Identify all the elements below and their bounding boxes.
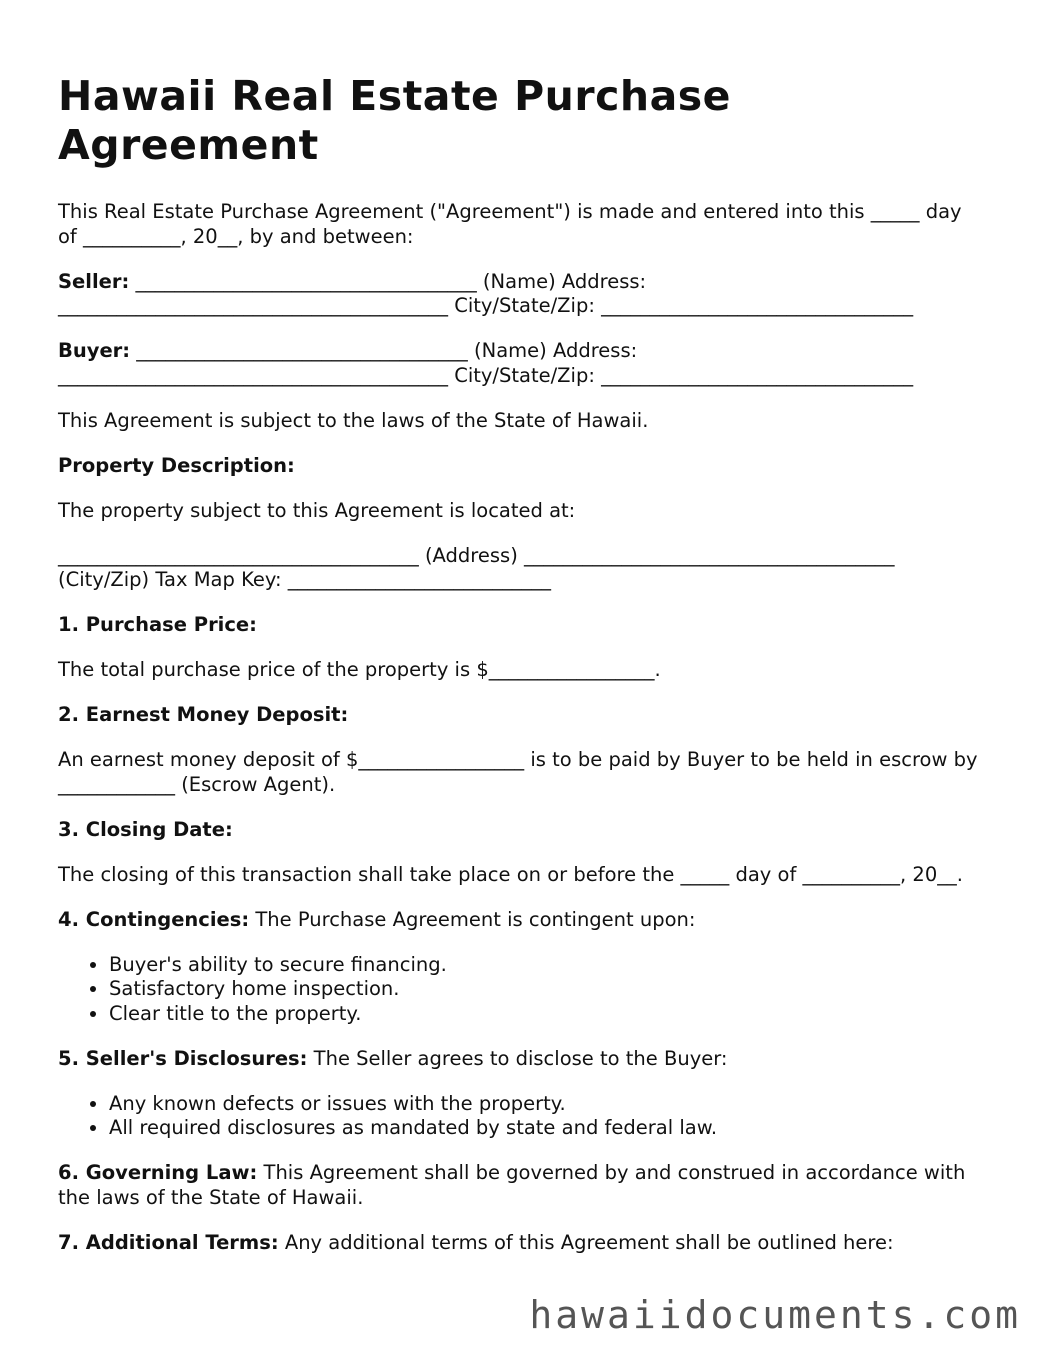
seller-block bbox=[58, 270, 978, 319]
list-item: • Clear title to the property. bbox=[109, 1002, 978, 1027]
list-item: • Satisfactory home inspection. bbox=[109, 977, 978, 1002]
buyer-block bbox=[58, 339, 978, 388]
additional-terms-heading: 7. Additional Terms: bbox=[58, 1230, 279, 1254]
additional-terms-block bbox=[58, 1231, 978, 1256]
earnest-money-heading: 2. Earnest Money Deposit: bbox=[58, 703, 349, 726]
list-item: • Buyer's ability to secure financing. bbox=[109, 953, 978, 978]
closing-date-text: The closing of this transaction shall take place on or before the _____ day of __________, 20__. bbox=[58, 862, 963, 886]
property-intro: The property subject to this Agreement is located at: bbox=[58, 498, 576, 522]
contingencies-heading: 4. Contingencies: bbox=[58, 907, 250, 931]
property-heading: Property Description: bbox=[58, 453, 295, 477]
seller-fields: ___________________________________ (Name) Address: ________________________________________ City/State/Zip: ________________________________ bbox=[58, 269, 914, 317]
laws-statement: This Agreement is subject to the laws of the State of Hawaii. bbox=[58, 408, 649, 432]
seller-label: Seller: bbox=[58, 269, 130, 293]
disclosures-block bbox=[58, 1047, 978, 1072]
governing-law-text: This Agreement shall be governed by and construed in accordance with the laws of the State of Hawaii. bbox=[58, 1161, 966, 1209]
contingencies-list bbox=[58, 953, 978, 1027]
governing-law-heading: 6. Governing Law: bbox=[58, 1161, 258, 1184]
contingencies-text: The Purchase Agreement is contingent upon: bbox=[249, 907, 696, 931]
document-page bbox=[58, 72, 978, 1276]
earnest-money-text: An earnest money deposit of $_________________ is to be paid by Buyer to be held in escrow by ____________ (Escrow Agent). bbox=[58, 748, 978, 796]
property-fields: _____________________________________ (Address) ______________________________________ (City/Zip) Tax Map Key: ___________________________ bbox=[58, 543, 895, 591]
watermark: hawaiidocuments.com bbox=[529, 1293, 1021, 1337]
buyer-fields: __________________________________ (Name) Address: ________________________________________ City/State/Zip: ________________________________ bbox=[58, 339, 914, 387]
purchase-price-text: The total purchase price of the property is $_________________. bbox=[58, 658, 661, 681]
governing-law-block bbox=[58, 1161, 978, 1210]
contingencies-block bbox=[58, 908, 978, 933]
buyer-label: Buyer: bbox=[58, 339, 131, 362]
document-title: Hawaii Real Estate Purchase Agreement bbox=[58, 72, 731, 169]
disclosures-heading: 5. Seller's Disclosures: bbox=[58, 1046, 308, 1070]
disclosures-list bbox=[58, 1092, 978, 1141]
intro-paragraph: This Real Estate Purchase Agreement ("Agreement") is made and entered into this _____ day of __________, 20__, by and between: bbox=[58, 200, 962, 248]
disclosures-text: The Seller agrees to disclose to the Buyer: bbox=[307, 1046, 728, 1070]
purchase-price-heading: 1. Purchase Price: bbox=[58, 613, 257, 636]
list-item: • Any known defects or issues with the property. bbox=[109, 1092, 978, 1117]
list-item: • All required disclosures as mandated by state and federal law. bbox=[109, 1116, 978, 1141]
closing-date-heading: 3. Closing Date: bbox=[58, 817, 233, 841]
additional-terms-text: Any additional terms of this Agreement shall be outlined here: bbox=[278, 1230, 894, 1254]
